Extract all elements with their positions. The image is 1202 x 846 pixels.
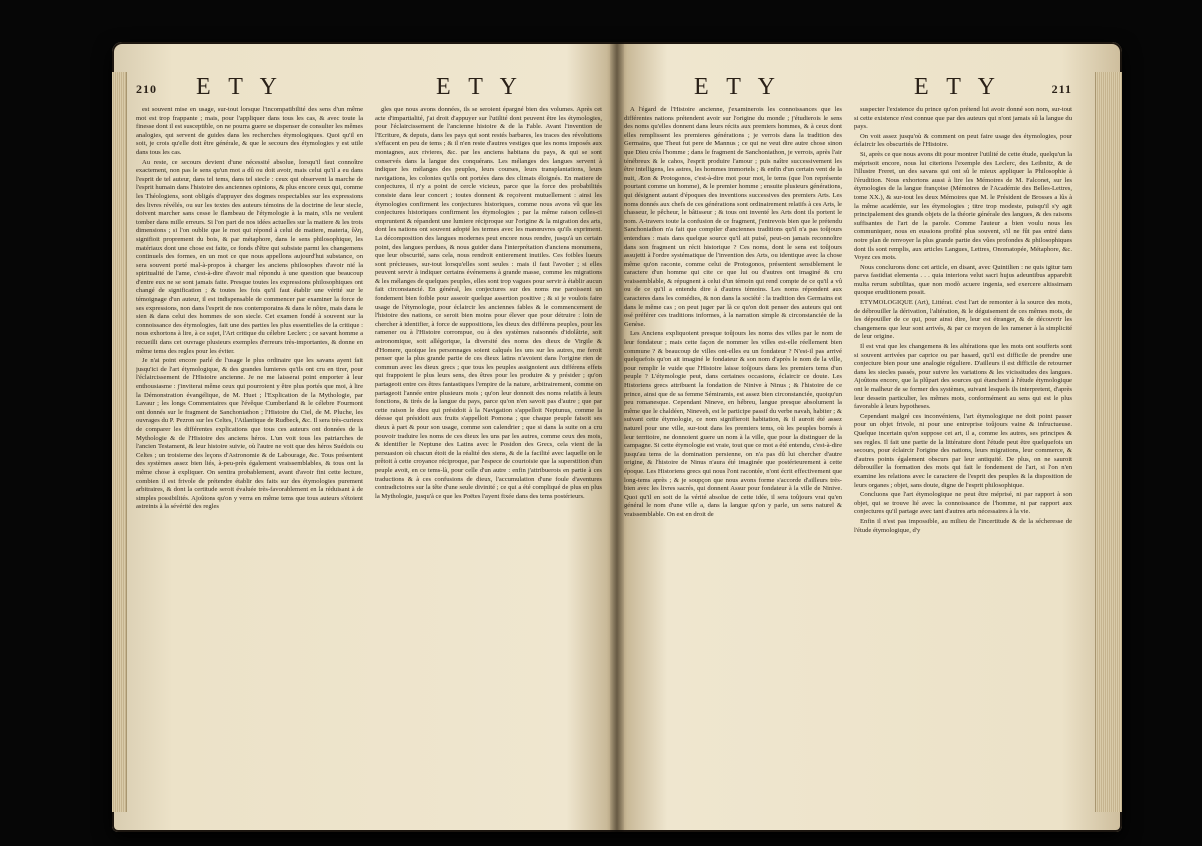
running-head: E T Y — [914, 74, 1001, 100]
column-1 — [136, 106, 363, 806]
right-page-header — [624, 70, 1072, 106]
book-gutter — [610, 42, 624, 832]
paragraph: gles que nous avons données, ils se seroient épargné bien des volumes. Après cet acte d'impartialité, j'ai droit d'appuyer sur l'utilité dont peuvent être les étymologies, pour l'éclaircissement de l'ancienne histoire & de la Fable. Avant l'invention de l'Ecriture, & depuis, dans les pays qui sont restés barbares, les traces des révolutions s'effacent en peu de tems ; & il n'en reste d'autres vestiges que les noms imposés aux montagnes, aux rivieres, &c. par les anciens habitans du pays, & qui se sont conservés dans la langue des conquérans. Les mélanges des langues servent à indiquer les mélanges des peuples, leurs courses, leurs transplantations, leurs navigations, les colonies qu'ils ont portées dans des climats éloignés. En matiere de conjectures, il n'y a point de cercle vicieux, parce que la force des probabilités consiste dans leur concert ; toutes donnent & reçoivent mutuellement : ainsi les étymologies confirment les conjectures historiques, comme nous avons vû que les conjectures historiques confirment les étymologies ; par la même raison celles-ci empruntent & répandent une lumiere réciproque sur l'origine & la migration des arts, dont les nations ont souvent adopté les termes avec les manœuvres qu'ils expriment. La décomposition des langues modernes peut encore nous rendre, jusqu'à un certain point, des langues perdues, & nous guider dans l'interprétation d'anciens monumens, que leur obscurité, sans cela, nous rendroit entierement inutiles. Ces foibles lueurs sont précieuses, sur-tout lorsqu'elles sont seules : mais il faut l'avoüer ; si elles peuvent servir à indiquer certains événemens à grande masse, comme les migrations & les mélanges de quelques peuples, elles sont trop vagues pour servir à établir aucun fait circonstancié. En général, les conjectures sur des noms me paroissent un fondement bien foible pour asseoir quelque assertion positive ; & si je voulois faire usage de l'étymologie, pour éclaircir les anciennes fables & le commencement de l'histoire des nations, ce seroit bien moins pour élever que pour détruire : loin de chercher à identifier, à force de suppositions, les dieux des différens peuples, pour les ramener ou à l'Histoire corrompue, ou à des systèmes raisonnés d'idolâtrie, soit astronomique, soit allégorique, la diversité des noms des dieux de Virgile & d'Homere, quoique les personnages soient calqués les uns sur les autres, me feroit penser que la plus grande partie de ces dieux latins n'avoient dans l'origine rien de commun avec les dieux grecs ; que tous les peuples assignoient aux différens effets qui frappoient le plus leurs sens, des êtres pour les produire & y présider ; qu'on partageoit entre ces êtres fantastiques l'empire de la nature, arbitrairement, comme on partageoit l'année entre plusieurs mois ; qu'on leur donnoit des noms relatifs à leurs fonctions, & tirés de la langue du pays, parce qu'on n'en savoit pas d'autre ; que par cette raison le dieu qui présidoit à la Navigation s'appelloit Neptunus, comme la déesse qui présidoit aux fruits s'appelloit Pomona ; que chaque peuple faisoit ses dieux à part & pour son usage, comme son calendrier ; que si dans la suite on a cru pouvoir traduire les noms de ces dieux les uns par les autres, comme ceux des mois, & identifier le Neptune des Latins avec le Posidon des Grecs, cela vient de la persuasion où chacun étoit de la réalité des siens, & de la facilité avec laquelle on le prêtoit à cette croyance réciproque, par l'espece de courtoisie que la superstition d'un peuple avoit, en ce tems-là, pour celle d'un autre : enfin j'attribuerois en partie à ces traductions & à ces confusions de dieux, l'accumulation d'une foule d'aventures contradictoires sur la tête d'une seule divinité ; ce qui a été compliqué de plus en plus la Mythologie, jusqu'à ce que les Poëtes l'ayent fixée dans des tems postérieurs. — [375, 106, 602, 500]
page-number: 210 — [136, 82, 157, 96]
paragraph: est souvent mise en usage, sur-tout lorsque l'incompatibilité des sens d'un même mot est trop frappante ; mais, pour l'appliquer dans tous les cas, & avec toute la finesse dont il est susceptible, on ne pourra guere se dispenser de consulter les mêmes analogies, qui servent de guides dans les recherches étymologiques. Quoi qu'il en soit, je crois qu'elle doit être générale, & que le secours des étymologies y est utile dans tous les cas. — [136, 106, 363, 156]
running-head: E T Y — [694, 74, 781, 100]
paragraph: suspecter l'existence du prince qu'on prétend lui avoir donné son nom, sur-tout si cette existence n'est connue que par des auteurs qui n'ont jamais sû la langue du pays. — [854, 106, 1072, 131]
left-page-header — [136, 70, 602, 106]
paragraph: Enfin il n'est pas impossible, au milieu de l'incertitude & de la sécheresse de l'étude étymologique, d'y — [854, 517, 1072, 534]
paragraph: Si, après ce que nous avons dit pour montrer l'utilité de cette étude, quelqu'un la méprisoit encore, nous lui citerions l'exemple des Leclerc, des Leibnitz, & de l'illustre Freret, un des savans qui ont sû le mieux appliquer la Philosophie à l'érudition. Nous exhortons aussi à lire les Mémoires de M. Falconet, sur les étymologies de la langue françoise (Mémoires de l'Académie des Belles-Lettres, tome XX.), & sur-tout les deux Mémoires que M. le Président de Brosses a lûs à la même académie, sur les étymologies ; titre trop modeste, puisqu'il s'y agit principalement des grands objets de la théorie générale des langues, & des raisons suffisantes de l'art de la parole. Comme l'auteur a bien voulu nous les communiquer, nous en eussions profité plus souvent, s'il ne fût pas entré dans notre plan de renvoyer la plus grande partie des vûes profondes & philosophiques dont ils sont remplis, aux articles Langues, Lettres, Onomatopée, Métaphore, &c. Voyez ces mots. — [854, 150, 1072, 262]
paragraph: Cependant malgré ces inconvéniens, l'art étymologique ne doit point passer pour un objet frivole, ni pour une entreprise toûjours vaine & infructueuse. Quelque incertain qu'on suppose cet art, il a, comme les autres, ses principes & ses regles. Il fait une partie de la littérature dont l'étude peut être quelquefois un secours, pour éclaircir l'origine des nations, leurs migrations, leur commerce, & d'autres points également obscurs par leur antiquité. De plus, on ne sauroit débrouiller la formation des mots qui fait le fondement de l'art, si l'on n'en examine les relations avec le caractere de l'esprit des peuples & la disposition de leurs organes ; objet, sans doute, digne de l'esprit philosophique. — [854, 412, 1072, 489]
book-spread — [112, 42, 1122, 832]
column-2 — [854, 106, 1072, 806]
running-head: E T Y — [196, 74, 283, 100]
paragraph: Concluons que l'art étymologique ne peut être méprisé, ni par rapport à son objet, qui se trouve lié avec la connoissance de l'homme, ni par rapport aux conjectures qu'il partage avec tant d'autres arts nécessaires à la vie. — [854, 491, 1072, 516]
paragraph: On voit assez jusqu'où & comment on peut faire usage des étymologies, pour éclaircir les obscurités de l'Histoire. — [854, 132, 1072, 149]
left-fore-edge — [112, 72, 127, 812]
right-fore-edge — [1095, 72, 1122, 812]
paragraph: ETYMOLOGIQUE (Art), Littérat. c'est l'art de remonter à la source des mots, de débrouiller la dérivation, l'altération, & le déguisement de ces mêmes mots, de les dépouiller de ce qui, pour ainsi dire, leur est étranger, & de découvrir les changemens que leur sont arrivés, & par ce moyen de les ramener à la simplicité de leur origine. — [854, 299, 1072, 341]
paragraph: Il est vrai que les changemens & les altérations que les mots ont soufferts sont si souvent arrivées par caprice ou par hasard, qu'il est difficile de prendre une conjecture bien pour une analogie réguliere. D'ailleurs il est difficile de retourner dans les siecles passés, pour suivre les variations & les vicissitudes des langues. Ajoûtons encore, que la plûpart des sources qui étanchent à l'étude étymologique ont le malheur de se former des systèmes, suivant lesquels ils interpretent, d'après leur dessein particulier, les mêmes mots, conformément au sens qui est le plus favorable à leurs hypotheses. — [854, 343, 1072, 411]
running-head: E T Y — [436, 74, 523, 100]
left-page — [136, 70, 602, 806]
paragraph: A l'égard de l'Histoire ancienne, j'examinerois les connoissances que les différentes nations prétendent avoir sur l'origine du monde ; j'étudierois le sens des noms qu'elles donnent dans leurs récits aux premiers hommes, & à ceux dont elles remplissent les premieres générations ; je verrois dans la tradition des Germains, que Theut fut pere de Mannus ; ce qui ne veut dire autre chose sinon que Dieu créa l'homme ; dans le fragment de Sanchoniathon, je verrois, après l'air ténébreux & le cahos, l'esprit produire l'amour ; puis naître successivement les être intelligens, les astres, les hommes immortels ; & enfin d'un certain vent de la nuit, Æon & Protogonos, c'est-à-dire mot pour mot, le tems (que l'on représente pourtant comme un homme), & le premier homme ; ensuite plusieurs générations, qui désignent autant d'époques des inventions successives des premiers Arts. Les noms donnés aux chefs de ces générations sont ordinairement relatifs à ces Arts, le chasseur, le pêcheur, le bâtisseur ; & tous ont inventé les Arts dont ils portent le nom. A-travers toute la confusion de ce fragment, j'entrevois bien que le prétendu Sanchoniathon n'a fait que compiler d'anciennes traditions qu'il n'a pas toûjours entendues : mais dans quelque source qu'il ait puisé, peut-on jamais reconnoître dans son fragment un récit historique ? Ces noms, dont le sens est toûjours assujetti à l'ordre systématique de l'invention des Arts, ou identique avec la chose même qu'on raconte, comme celui de Protogonos, présentent sensiblement le caractere d'un homme qui cite ce que lui ou d'autres ont imaginé & cru vraissemblable, & répugnent à celui d'un témoin qui rend compte de ce qu'il a vû ou de ce qu'il a entendu dire à d'autres témoins. Les noms répondent aux caracteres dans les comédies, & non dans la société : la tradition des Germains est dans le même cas ; on peut juger par là ce qu'on doit penser des auteurs qui ont osé préférer ces traditions informes, à la narration simple & circonstanciée de la Genèse. — [624, 106, 842, 328]
page-number: 211 — [1051, 82, 1072, 96]
paragraph: Les Anciens expliquoient presque toûjours les noms des villes par le nom de leur fondateur ; mais cette façon de nommer les villes est-elle réellement bien commune ? & beaucoup de villes ont-elles eu un fondateur ? N'est-il pas arrivé quelquefois qu'on ait imaginé le fondateur & son nom d'après le nom de la ville, pour remplir le vuide que l'Histoire laisse toûjours dans les premiers tems d'un peuple ? L'étymologie peut, dans certaines occasions, éclaircir ce doute. Les Historiens grecs attribuent la fondation de Ninive à Ninus ; & l'histoire de ce prince, ainsi que de sa femme Sémiramis, est assez bien circonstanciée, quoiqu'un peu romanesque. Cependant Nineve, en hébreu, langue presque absolument la même que le chaldéen, Nineveh, est le participe passif du verbe navah, habiter ; & suivant cette étymologie, ce nom signifieroit habitation, & il auroit été assez naturel pour une ville, sur-tout dans les premiers tems, où les peuples bornés à leur territoire, ne donnoient guere un nom à la ville, que pour la distinguer de la campagne. Si cette étymologie est vraie, tout que ce mot a été entendu, c'est-à-dire jusqu'au tems de la domination persienne, on n'a pas dû lui chercher d'autre origine, & l'histoire de Ninus n'aura été imaginée que postérieurement à cette époque. Les Historiens grecs qui nous l'ont racontée, n'ont écrit effectivement que long-tems après ; & je soupçon que nous avons forme s'accorde d'ailleurs très-bien avec les livres sacrés, qui donnent Assur pour fondateur à la ville de Ninive. Quoi qu'il en soit de la vérité absolue de cette idée, il sera toûjours vrai qu'en général le nom d'une ville a, dans la langue qu'on y parle, un sens naturel & vraissemblable. On est en droit de — [624, 330, 842, 518]
right-page — [624, 70, 1072, 806]
column-2 — [375, 106, 602, 806]
text-columns — [136, 106, 602, 806]
paragraph: Nous conclurons donc cet article, en disant, avec Quintilien : ne quis igitur tam parva fastidiat elementa . . . quia interiora velut sacri hujus adeuntibus apparebit multa rerum subtilitas, quæ non modò acuere ingenia, sed exercere altissimam quoque eruditionem possit. — [854, 263, 1072, 297]
column-1 — [624, 106, 842, 806]
paragraph: Au reste, ce secours devient d'une nécessité absolue, lorsqu'il faut connoître exactement, non pas le sens qu'un mot a dû ou doit avoir, mais celui qu'il a eu dans l'esprit de tel auteur, dans tel tems, dans tel siecle : ceux qui observent la marche de l'esprit humain dans l'histoire des anciennes opinions, & plus encore ceux qui, comme les Théologiens, sont obligés d'appuyer des dogmes respectables sur les expressions des livres révélés, ou sur les textes des auteurs témoins de la doctrine de leur siecle, doivent marcher sans cesse le flambeau de l'étymologie à la main, s'ils ne veulent tomber dans mille erreurs. Si l'on part de nos idées actuelles sur la matiere & les trois dimensions ; si l'on oublie que le mot qui répond à celui de matiere, materia, ὕλη, signifioit proprement du bois, & par métaphore, dans le sens philosophique, les matériaux dont une chose est faite, ce fonds d'être qui subsiste parmi les changemens continuels des formes, en un mot ce que nous appellons aujourd'hui substance, on sera souvent porté mal-à-propos à charger les anciens philosophes d'avoir nié la spiritualité de l'ame, c'est-à-dire d'avoir mal répondu à une question que beaucoup d'entre eux ne se sont jamais faite. Presque toutes les expressions philosophiques ont changé de signification ; & toutes les fois qu'il faut établir une vérité sur le témoignage d'un auteur, il est indispensable de commencer par examiner la force de ses expressions, non dans l'esprit de nos contemporains & dans le nôtre, mais dans le sien & dans celui des hommes de son siecle. Cet examen fondé à souvent sur la connoissance des étymologies, fait une des parties les plus essentielles de la critique : nous exhortons à lire, à ce sujet, l'Art critique du célebre Leclerc ; ce savant homme a recueilli dans cet ouvrage plusieurs exemples d'erreurs très-importantes, & donne en même tems des regles pour les éviter. — [136, 158, 363, 355]
paragraph: Je n'ai point encore parlé de l'usage le plus ordinaire que les savans ayent fait jusqu'ici de l'art étymologique, & des grandes lumieres qu'ils ont cru en tirer, pour l'éclaircissement de l'Histoire ancienne. Je ne me laisserai point emporter à leur enthousiasme : j'inviterai même ceux qui pourroient y être plus portés que moi, à lire la Démonstration évangélique, de M. Huet ; l'Explication de la Mythologie, par Lavaur ; les longs Commentaires que l'évêque Cumberland & le célebre Fourmont ont donnés sur le fragment de Sanchoniathon ; l'Histoire du Ciel, de M. Pluche, les ouvrages du P. Pezron sur les Celtes, l'Atlantique de Rudbeck, &c. Il sera très-curieux de comparer les différentes explications que tous ces auteurs ont données de la Mythologie & de l'Histoire des anciens héros. L'un voit tous les patriarches de l'ancien Testament, & leur histoire suivie, où l'autre ne voit que des héros Suédois ou Celtes ; un troisieme des leçons d'Astronomie & de Labourage, &c. Tous présentent des systèmes assez bien liés, à-peu-près également vraissemblables, & tous ont la même chose à expliquer. On sentira probablement, avant d'avoir fini cette lecture, combien il est frivole de prétendre établir des faits sur des étymologies purement arbitraires, & dont la certitude seroit évaluée très-favorablement en la réduisant à de simples possibilités. Ajoûtons qu'on y verra en même tems que tous auteurs s'étoient astreints à la sévérité des regles — [136, 357, 363, 511]
text-columns — [624, 106, 1072, 806]
